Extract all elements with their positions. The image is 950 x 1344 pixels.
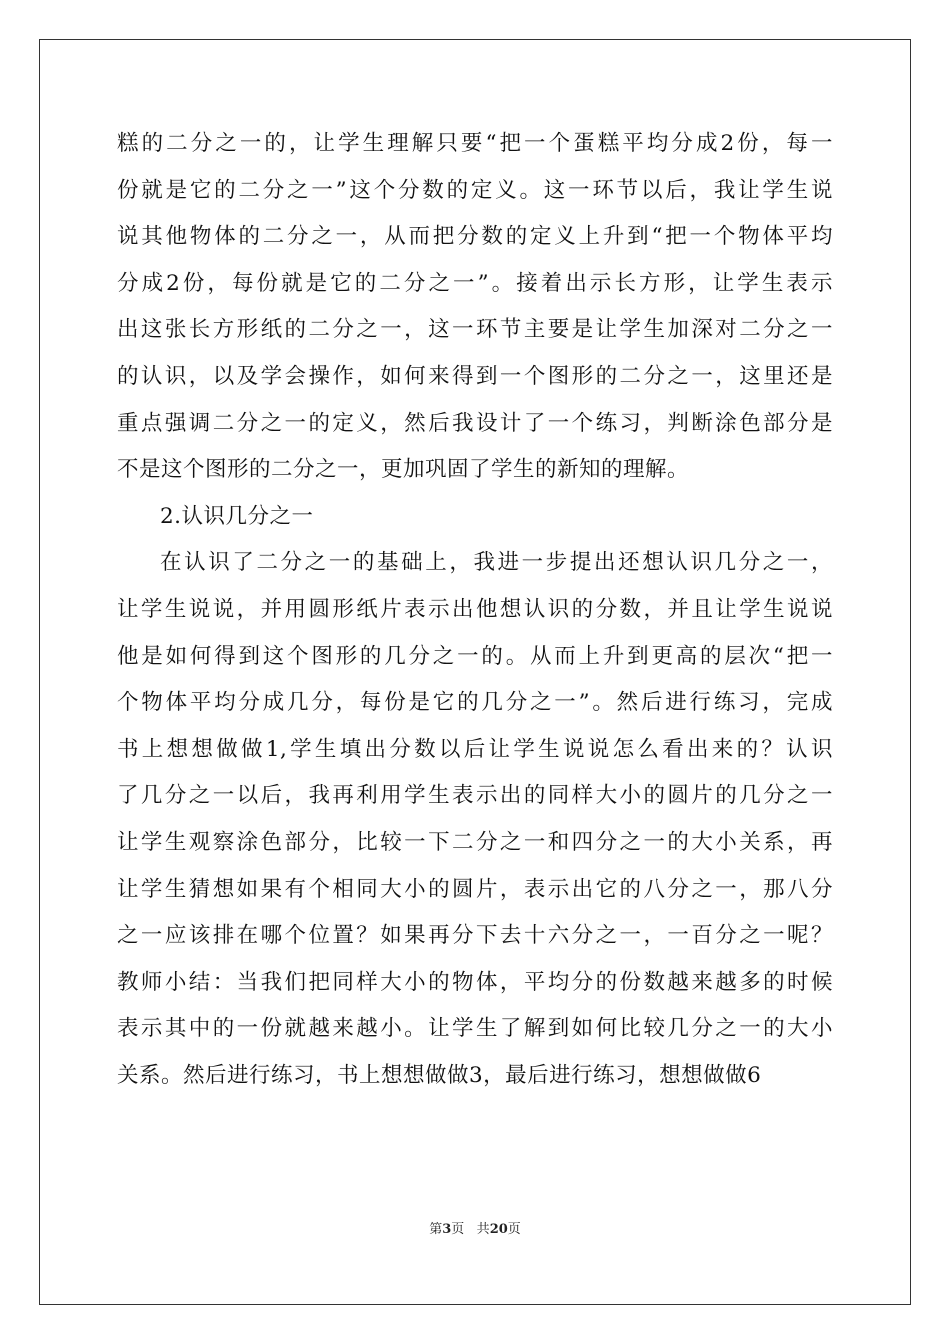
text-line: 表示其中的一份就越来越小。让学生了解到如何比较几分之一的大小: [117, 1016, 833, 1042]
text-line: 糕的二分之一的，让学生理解只要“把一个蛋糕平均分成2份，每一: [117, 131, 833, 156]
total-prefix: 共: [476, 1222, 490, 1237]
text-line: 在认识了二分之一的基础上，我进一步提出还想认识几分之一，: [160, 550, 833, 576]
text-line: 之一应该排在哪个位置？如果再分下去十六分之一，一百分之一呢？: [117, 923, 833, 949]
text-line: 的认识，以及学会操作，如何来得到一个图形的二分之一，这里还是: [117, 363, 833, 389]
text-line: 说其他物体的二分之一，从而把分数的定义上升到“把一个物体平均: [117, 224, 833, 250]
page-footer: [0, 1218, 950, 1237]
section-heading: 2.认识几分之一: [160, 503, 314, 529]
text-line: 出这张长方形纸的二分之一，这一环节主要是让学生加深对二分之一: [117, 317, 833, 343]
document-body: [117, 121, 833, 1099]
text-line: 教师小结：当我们把同样大小的物体，平均分的份数越来越多的时候: [117, 969, 833, 995]
text-line: 了几分之一以后，我再利用学生表示出的同样大小的圆片的几分之一: [117, 783, 833, 809]
text-line: 让学生观察涂色部分，比较一下二分之一和四分之一的大小关系，再: [117, 829, 833, 855]
text-line: 分成2份，每份就是它的二分之一”。接着出示长方形，让学生表示: [117, 270, 833, 296]
page-prefix: 第: [429, 1222, 443, 1237]
page-number: 3: [442, 1222, 452, 1237]
text-line: 他是如何得到这个图形的几分之一的。从而上升到更高的层次“把一: [117, 643, 833, 669]
text-line: 让学生猜想如果有个相同大小的圆片，表示出它的八分之一，那八分: [117, 876, 833, 902]
total-pages: 20: [489, 1222, 508, 1237]
total-suffix: 页: [507, 1222, 521, 1237]
paragraph-1: [117, 121, 833, 494]
text-line: 不是这个图形的二分之一，更加巩固了学生的新知的理解。: [117, 457, 690, 483]
text-line: 份就是它的二分之一”这个分数的定义。这一环节以后，我让学生说: [117, 177, 833, 203]
page-suffix: 页: [451, 1222, 465, 1237]
text-line: 重点强调二分之一的定义，然后我设计了一个练习，判断涂色部分是: [117, 410, 833, 436]
text-line: 个物体平均分成几分，每份是它的几分之一”。然后进行练习，完成: [117, 690, 833, 716]
text-line: 让学生说说，并用圆形纸片表示出他想认识的分数，并且让学生说说: [117, 596, 833, 622]
text-line: 关系。然后进行练习，书上想想做做3，最后进行练习，想想做做6: [117, 1062, 762, 1088]
paragraph-2: [117, 540, 833, 1099]
text-line: 书上想想做做1,学生填出分数以后让学生说说怎么看出来的？认识: [117, 736, 833, 762]
